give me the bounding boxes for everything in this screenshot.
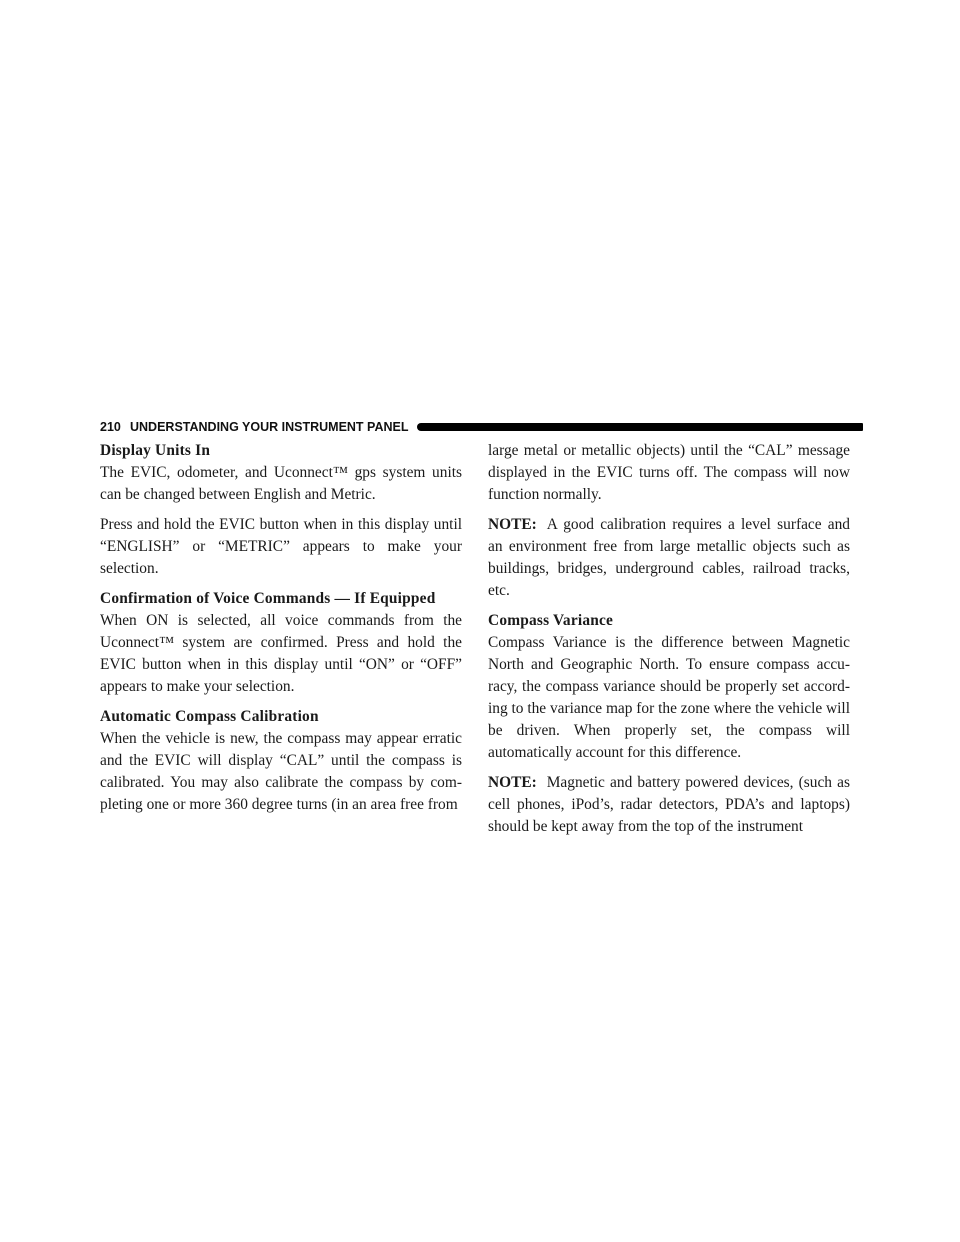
paragraph: The EVIC, odometer, and Uconnect™ gps system units can be changed between English and Metric. — [100, 464, 462, 503]
heading-voice-confirmation: Confirmation of Voice Commands — If Equipped — [100, 590, 436, 607]
note-text: Magnetic and battery powered devices, (such as cell phones, iPod’s, radar detectors, PDA’s and laptops) should be kept away from the top of the instrument — [488, 774, 850, 835]
right-column — [488, 440, 850, 846]
left-column — [100, 440, 462, 824]
page-number: 210 — [100, 420, 121, 434]
section-title: UNDERSTANDING YOUR INSTRUMENT PANEL — [130, 420, 409, 434]
note-label: NOTE: — [488, 516, 537, 533]
page-header — [100, 420, 863, 434]
paragraph: Press and hold the EVIC button when in this display until “ENGLISH” or “METRIC” appears to make your selection. — [100, 516, 462, 577]
note-paragraph — [488, 772, 850, 838]
heading-auto-calibration: Automatic Compass Calibration — [100, 708, 319, 725]
header-rule-bar — [417, 423, 863, 431]
note-text: A good calibration requires a level surface and an environment free from large metallic objects such as buildings, bridges, underground cables, railroad tracks, etc. — [488, 516, 850, 599]
heading-compass-variance: Compass Variance — [488, 612, 614, 629]
note-paragraph — [488, 514, 850, 602]
paragraph: large metal or metallic objects) until the “CAL” message displayed in the EVIC turns off. The compass will now function normally. — [488, 442, 850, 503]
note-label: NOTE: — [488, 774, 537, 791]
heading-display-units: Display Units In — [100, 442, 211, 459]
paragraph: When the vehicle is new, the compass may appear erratic and the EVIC will display “CAL” until the compass is calibrated. You may also calibrate the compass by completing one or more 360 degree turns (in an area free from — [100, 730, 462, 813]
paragraph: When ON is selected, all voice commands from the Uconnect™ system are confirmed. Press and hold the EVIC button when in this display until “ON” or “OFF” appears to make your selection. — [100, 612, 462, 695]
paragraph: Compass Variance is the difference between Magnetic North and Geographic North. To ensure compass accuracy, the compass variance should be properly set according to the variance map for the zone where the vehicle will be driven. When properly set, the compass will automatically account for this difference. — [488, 634, 850, 761]
